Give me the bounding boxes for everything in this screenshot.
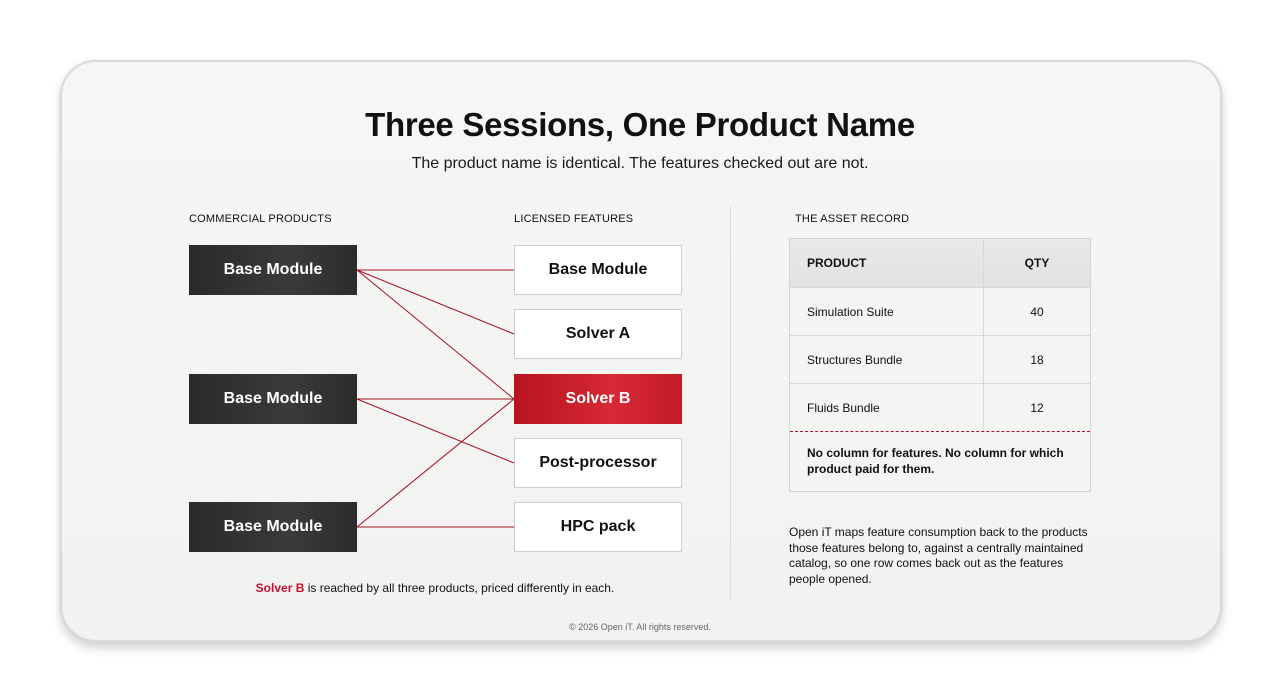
connection-line — [357, 399, 514, 463]
table-row — [790, 384, 1090, 432]
feature-box-highlighted: Solver B — [514, 374, 682, 424]
diagram-note — [188, 581, 682, 595]
header-product: PRODUCT — [790, 239, 984, 287]
row-qty: 18 — [1030, 352, 1044, 367]
commercial-products-label: COMMERCIAL PRODUCTS — [189, 213, 332, 225]
description-text: Open iT maps feature consumption back to the products those features belong to, against a centrally maintained catalog, so one row comes back out as the features people opened. — [789, 525, 1088, 586]
connection-line — [357, 399, 514, 527]
row-product: Fluids Bundle — [790, 384, 984, 431]
footer-copyright: © 2026 Open iT. All rights reserved. — [569, 622, 711, 632]
product-box: Base Module — [189, 245, 357, 295]
table-row — [790, 288, 1090, 336]
page-title: Three Sessions, One Product Name — [365, 106, 915, 143]
asset-record-label: THE ASSET RECORD — [795, 213, 910, 225]
column-divider — [730, 206, 731, 600]
feature-box: Post-processor — [514, 438, 682, 488]
row-qty: 40 — [1030, 304, 1044, 319]
table-header-row — [790, 239, 1090, 288]
feature-box: Solver A — [514, 309, 682, 359]
note-text: is reached by all three products, priced differently in each. — [304, 581, 615, 595]
connection-line — [357, 270, 514, 334]
row-product: Structures Bundle — [790, 336, 984, 383]
note-highlight: Solver B — [255, 581, 305, 595]
page-subtitle: The product name is identical. The features checked out are not. — [411, 155, 869, 172]
licensed-features-label: LICENSED FEATURES — [514, 213, 634, 225]
product-box: Base Module — [189, 374, 357, 424]
feature-box: Base Module — [514, 245, 682, 295]
asset-record-table — [789, 238, 1091, 492]
connection-line — [357, 270, 514, 399]
feature-box: HPC pack — [514, 502, 682, 552]
row-product: Simulation Suite — [790, 288, 984, 335]
header-qty: QTY — [1024, 256, 1050, 270]
table-row — [790, 336, 1090, 384]
table-note: No column for features. No column for which product paid for them. — [807, 446, 1064, 476]
product-box: Base Module — [189, 502, 357, 552]
row-qty: 12 — [1030, 400, 1044, 415]
